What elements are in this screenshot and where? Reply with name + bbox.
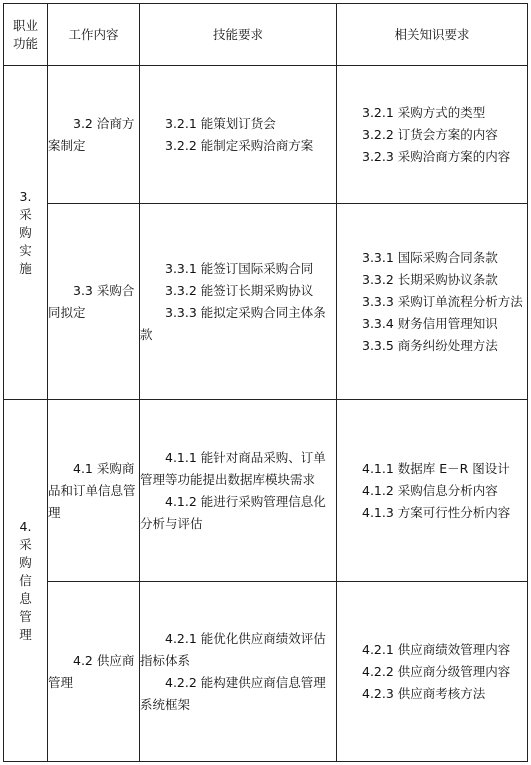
knowledge-cell [337,66,528,204]
skill-item: 3.3.2 能签订长期采购协议 [165,282,314,298]
knowledge-item: 4.1.1 数据库 E－R 图设计 [362,460,510,476]
knowledge-item: 3.3.4 财务信用管理知识 [362,315,498,331]
knowledge-cell [337,582,528,762]
function-cell [4,66,48,400]
function-number: 3. [19,188,32,204]
knowledge-item: 3.3.1 国际采购合同条款 [362,249,498,265]
knowledge-item: 4.2.1 供应商绩效管理内容 [362,641,511,657]
knowledge-item: 3.3.3 采购订单流程分析方法 [362,293,523,309]
skill-item: 3.2.2 能制定采购洽商方案 [165,137,314,153]
skill-item: 4.1.1 能针对商品采购、订单管理等功能提出数据库模块需求 [140,449,326,487]
work-content: 3.2 洽商方案制定 [48,115,135,153]
header-work: 工作内容 [48,4,140,66]
work-cell [48,66,140,204]
table-row [4,66,528,204]
knowledge-item: 4.2.2 供应商分级管理内容 [362,663,511,679]
knowledge-item: 3.3.2 长期采购协议条款 [362,271,498,287]
header-knowledge: 相关知识要求 [337,4,528,66]
skill-item: 3.3.3 能拟定采购合同主体条款 [140,304,326,342]
knowledge-item: 4.1.3 方案可行性分析内容 [362,504,511,520]
function-name: 采购信息管理 [19,536,32,642]
work-content: 4.1 采购商品和订单信息管理 [48,460,136,520]
work-content: 3.3 采购合同拟定 [48,282,135,320]
work-cell [48,204,140,400]
function-number: 4. [19,518,32,534]
skill-cell [140,204,337,400]
skill-cell [140,66,337,204]
knowledge-cell [337,204,528,400]
knowledge-item: 3.2.1 采购方式的类型 [362,104,486,120]
knowledge-item: 3.2.3 采购洽商方案的内容 [362,148,511,164]
knowledge-item: 4.1.2 采购信息分析内容 [362,482,498,498]
table-row [4,582,528,762]
function-name: 采购实施 [19,206,32,276]
header-row [4,4,528,66]
header-skill: 技能要求 [140,4,337,66]
knowledge-item: 4.2.3 供应商考核方法 [362,685,486,701]
skill-cell [140,582,337,762]
work-content: 4.2 供应商管理 [48,652,135,690]
skill-item: 3.3.1 能签订国际采购合同 [165,260,314,276]
skill-item: 4.2.2 能构建供应商信息管理系统框架 [140,674,326,712]
skill-item: 4.2.1 能优化供应商绩效评估指标体系 [140,630,326,668]
table-row [4,400,528,582]
competency-table [3,3,528,762]
work-cell [48,400,140,582]
function-cell [4,400,48,762]
skill-cell [140,400,337,582]
header-function: 职业功能 [4,4,48,66]
knowledge-item: 3.3.5 商务纠纷处理方法 [362,337,498,353]
knowledge-cell [337,400,528,582]
work-cell [48,582,140,762]
table-row [4,204,528,400]
skill-item: 4.1.2 能进行采购管理信息化分析与评估 [140,493,326,531]
knowledge-item: 3.2.2 订货会方案的内容 [362,126,498,142]
skill-item: 3.2.1 能策划订货会 [165,115,276,131]
